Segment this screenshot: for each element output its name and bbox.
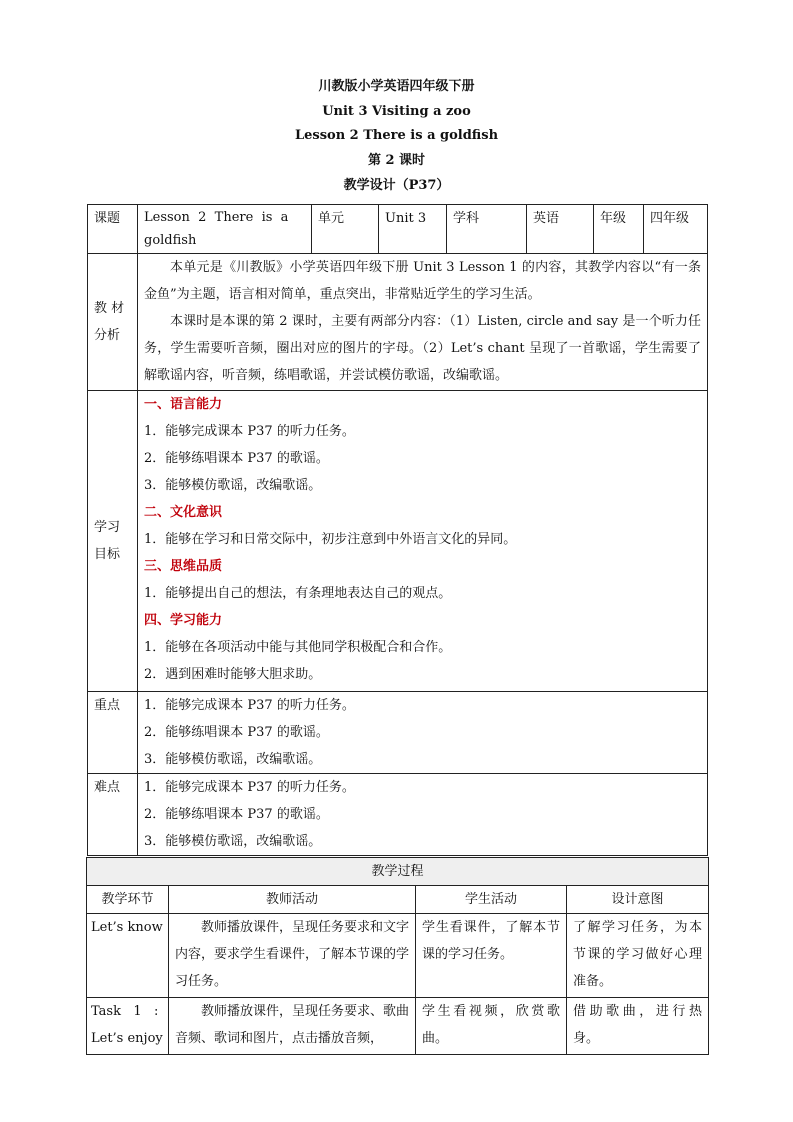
student-activity-cell (416, 914, 567, 998)
stage-cell (87, 914, 169, 998)
teacher-activity-cell (169, 914, 416, 998)
teacher-activity: 教师播放课件，呈现任务要求和文字内容，要求学生看课件，了解本节课的学习任务。 (175, 920, 410, 989)
design-intent: 借助歌曲，进行热身。 (573, 1004, 703, 1046)
grade-label: 年级 (594, 205, 644, 254)
doc-title: 川教版小学英语四年级下册 (318, 79, 475, 94)
unit-label: 单元 (312, 205, 379, 254)
process-title: 教学过程 (87, 858, 709, 886)
topic-value (138, 205, 312, 254)
objectives-row (88, 391, 708, 692)
unit-value: Unit 3 (379, 205, 447, 254)
analysis-label (88, 254, 138, 391)
topic-value-line1: Lesson 2 There is a (144, 210, 289, 225)
key-points-label: 重点 (88, 692, 138, 774)
analysis-paragraph-1: 本单元是《川教版》小学英语四年级下册 Unit 3 Lesson 1 的内容，其教学内容以“有一条金鱼”为主题，语言相对简单，重点突出，非常贴近学生的学习生活。 (144, 260, 701, 302)
key-points-content (138, 692, 708, 774)
lesson-title: Lesson 2 There is a goldfish (294, 128, 499, 143)
design-title: 教学设计（P37） (343, 178, 450, 193)
column-header: 学生活动 (416, 886, 567, 914)
design-intent-cell (567, 998, 709, 1055)
key-point-item: 1．能够完成课本 P37 的听力任务。 (144, 698, 355, 713)
objective-heading-thinking: 三、思维品质 (144, 559, 223, 574)
design-intent-cell (567, 914, 709, 998)
difficult-points-row (88, 774, 708, 856)
table-row (87, 914, 709, 998)
objective-item: 2．遇到困难时能够大胆求助。 (144, 667, 322, 682)
student-activity-cell (416, 998, 567, 1055)
analysis-paragraph-2: 本课时是本课的第 2 课时，主要有两部分内容：（1）Listen, circle and say 是一个听力任务，学生需要听音频，圈出对应的图片的字母。（2）Let’s chant 呈现了一首歌谣，学生需要了解歌谣内容，听音频，练唱歌谣，并尝试模仿歌谣，改编歌谣。 (144, 314, 701, 383)
design-intent: 了解学习任务，为本节课的学习做好心理准备。 (573, 920, 703, 989)
teacher-activity: 教师播放课件，呈现任务要求、歌曲音频、歌词和图片，点击播放音频， (175, 1004, 410, 1046)
difficult-points-content (138, 774, 708, 856)
column-header: 教师活动 (169, 886, 416, 914)
objectives-label (88, 391, 138, 692)
analysis-content (138, 254, 708, 391)
objective-item: 1．能够在各项活动中能与其他同学积极配合和合作。 (144, 640, 452, 655)
analysis-row (88, 254, 708, 391)
key-point-item: 2．能够练唱课本 P37 的歌谣。 (144, 725, 329, 740)
objectives-label-line2: 目标 (94, 547, 121, 562)
subject-value: 英语 (527, 205, 594, 254)
topic-value-line2: goldfish (144, 233, 197, 248)
difficult-point-item: 3．能够模仿歌谣，改编歌谣。 (144, 834, 322, 849)
objective-heading-learning: 四、学习能力 (144, 613, 223, 628)
process-title-row (87, 858, 709, 886)
process-header-row (87, 886, 709, 914)
objective-item: 1．能够在学习和日常交际中，初步注意到中外语言文化的异同。 (144, 532, 517, 547)
stage-cell (87, 998, 169, 1055)
info-row (88, 205, 708, 254)
key-points-row (88, 692, 708, 774)
objective-heading-language: 一、语言能力 (144, 397, 223, 412)
objective-heading-culture: 二、文化意识 (144, 505, 223, 520)
column-header: 设计意图 (567, 886, 709, 914)
subject-label: 学科 (447, 205, 527, 254)
objectives-label-line1: 学习 (94, 520, 121, 535)
student-activity: 学生看视频，欣赏歌曲。 (422, 1004, 560, 1046)
stage-name-line2: Let’s enjoy (91, 1031, 163, 1046)
difficult-point-item: 1．能够完成课本 P37 的听力任务。 (144, 780, 355, 795)
objective-item: 3．能够模仿歌谣，改编歌谣。 (144, 478, 322, 493)
objective-item: 1．能够完成课本 P37 的听力任务。 (144, 424, 355, 439)
lesson-info-table (87, 204, 708, 856)
teaching-process-table (86, 857, 709, 1055)
topic-label: 课题 (88, 205, 138, 254)
unit-title: Unit 3 Visiting a zoo (322, 104, 471, 119)
objectives-content (138, 391, 708, 692)
stage-name-line1: Task 1 : (91, 1004, 159, 1019)
student-activity: 学生看课件，了解本节课的学习任务。 (422, 920, 560, 962)
objective-item: 1．能够提出自己的想法，有条理地表达自己的观点。 (144, 586, 452, 601)
analysis-label-line1: 教 材 (94, 301, 125, 316)
table-row (87, 998, 709, 1055)
stage-name: Let’s know (91, 920, 163, 935)
period-title: 第 2 课时 (367, 153, 426, 168)
objective-item: 2．能够练唱课本 P37 的歌谣。 (144, 451, 329, 466)
difficult-points-label: 难点 (88, 774, 138, 856)
analysis-label-line2: 分析 (94, 328, 121, 343)
column-header: 教学环节 (87, 886, 169, 914)
key-point-item: 3．能够模仿歌谣，改编歌谣。 (144, 752, 322, 767)
teacher-activity-cell (169, 998, 416, 1055)
grade-value: 四年级 (644, 205, 708, 254)
difficult-point-item: 2．能够练唱课本 P37 的歌谣。 (144, 807, 329, 822)
